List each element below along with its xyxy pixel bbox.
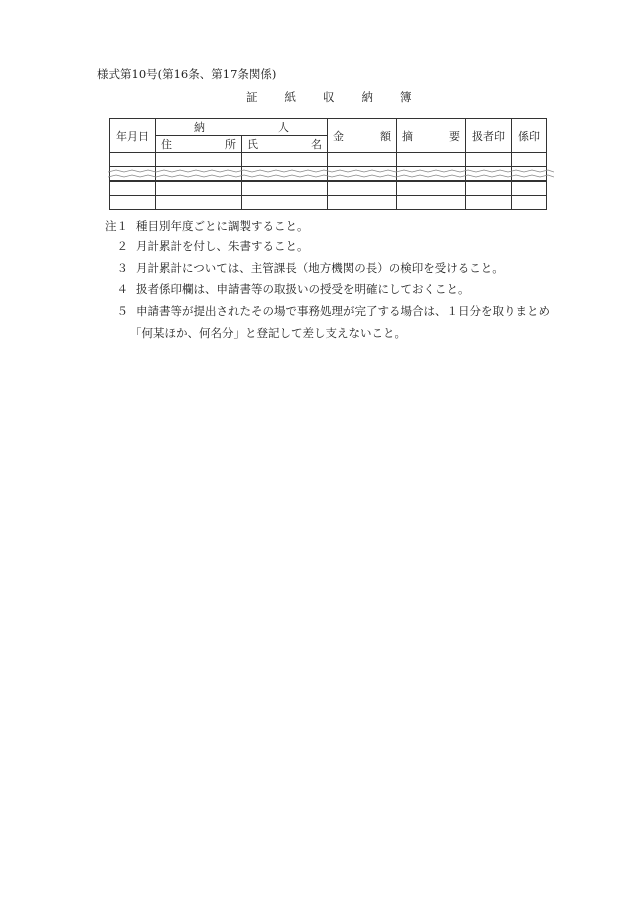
table-row bbox=[110, 196, 547, 210]
note-text: 扱者係印欄は、申請書等の取扱いの授受を明確にしておくこと。 bbox=[136, 282, 470, 296]
amount-header: 金 額 bbox=[328, 119, 397, 153]
address-header: 住 所 bbox=[156, 136, 242, 153]
note-item bbox=[116, 281, 470, 297]
note-item bbox=[105, 218, 309, 234]
note-number: ３ bbox=[116, 261, 128, 275]
form-number: 様式第10号(第16条、第17条関係) bbox=[97, 67, 277, 81]
note-number: ２ bbox=[116, 239, 128, 253]
title-char: 紙 bbox=[284, 90, 296, 104]
note-number: 注１ bbox=[105, 219, 128, 233]
note-text: 「何某ほか、何名分」と登記して差し支えないこと。 bbox=[130, 326, 406, 340]
title-char: 簿 bbox=[400, 90, 412, 104]
date-header: 年月日 bbox=[110, 119, 156, 153]
ledger-table-continued bbox=[109, 181, 547, 210]
table-row bbox=[110, 153, 547, 167]
omission-break-line bbox=[108, 168, 554, 180]
name-header: 氏 名 bbox=[242, 136, 328, 153]
note-text: 種目別年度ごとに調製すること。 bbox=[136, 219, 309, 233]
note-item bbox=[116, 238, 309, 254]
title-char: 収 bbox=[323, 90, 335, 104]
remarks-header: 摘 要 bbox=[397, 119, 466, 153]
payer-header: 納 人 bbox=[156, 119, 328, 136]
clerk-seal-header: 係印 bbox=[512, 119, 547, 153]
note-item bbox=[116, 303, 550, 319]
note-text: 月計累計を付し、朱書すること。 bbox=[136, 239, 309, 253]
note-text: 月計累計については、主管課長（地方機関の長）の検印を受けること。 bbox=[136, 261, 504, 275]
note-number: ５ bbox=[116, 304, 128, 318]
note-item bbox=[130, 325, 406, 341]
title-char: 証 bbox=[246, 90, 258, 104]
table-row bbox=[110, 182, 547, 196]
title-char: 納 bbox=[361, 90, 373, 104]
note-number: ４ bbox=[116, 282, 128, 296]
note-text: 申請書等が提出されたその場で事務処理が完了する場合は、１日分を取りまとめ bbox=[136, 304, 550, 318]
document-title bbox=[246, 89, 412, 105]
note-item bbox=[116, 260, 504, 276]
handler-seal-header: 扱者印 bbox=[466, 119, 512, 153]
